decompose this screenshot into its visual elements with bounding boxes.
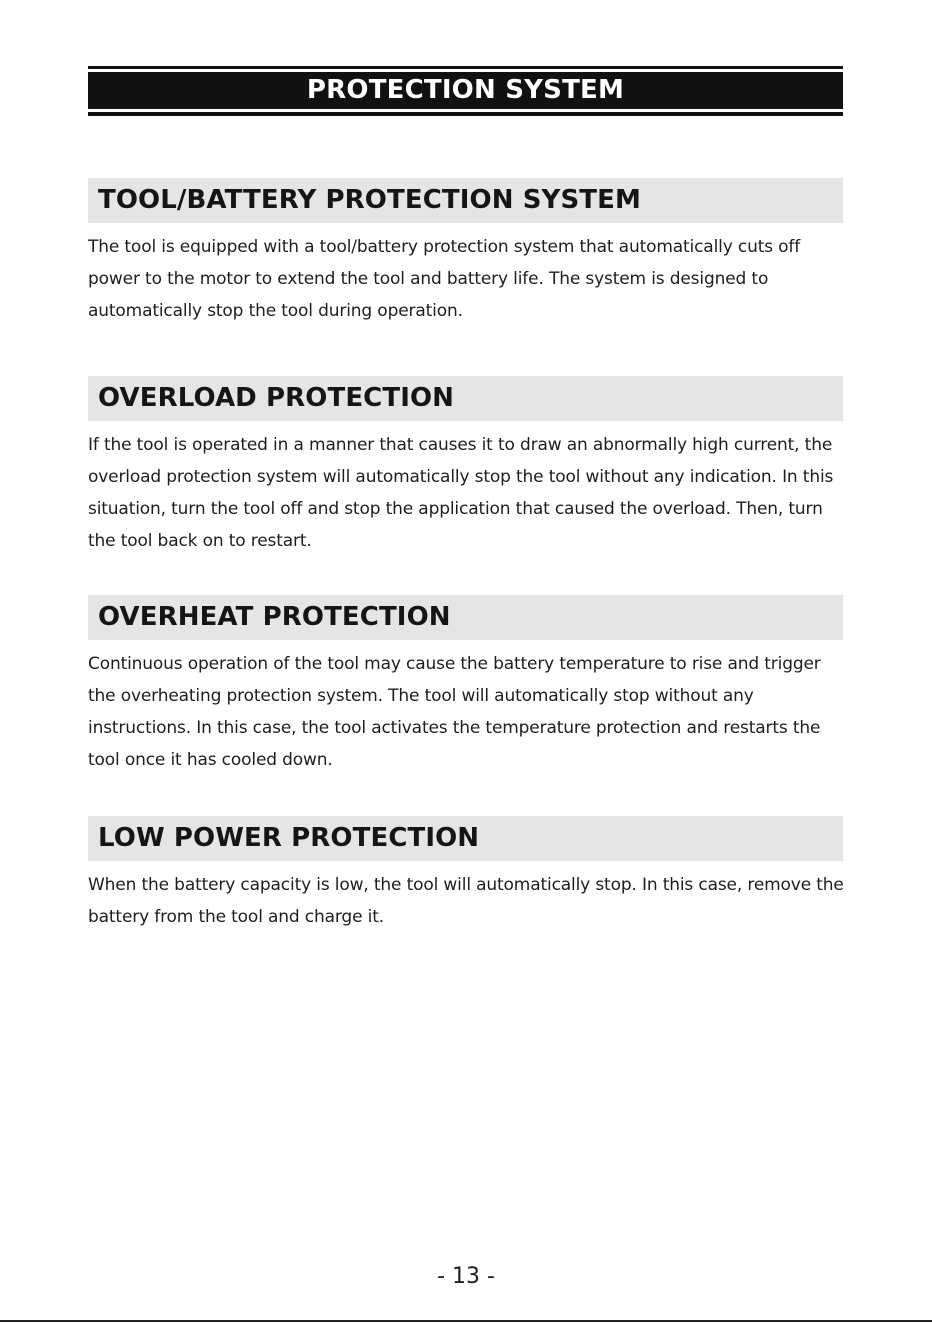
body-line: the overheating protection system. The tool will automatically stop without any	[88, 686, 754, 706]
body-line: Continuous operation of the tool may cause the battery temperature to rise and trigger	[88, 654, 821, 674]
title-banner	[88, 66, 843, 117]
body-line: instructions. In this case, the tool activates the temperature protection and restarts the	[88, 718, 821, 738]
body-line: battery from the tool and charge it.	[88, 907, 384, 927]
title-rule-bottom	[88, 112, 843, 116]
section-heading: TOOL/BATTERY PROTECTION SYSTEM	[88, 178, 843, 223]
page-title: PROTECTION SYSTEM	[88, 72, 843, 109]
body-line: power to the motor to extend the tool and battery life. The system is designed to	[88, 269, 769, 289]
body-line: the tool back on to restart.	[88, 531, 312, 551]
section-body	[88, 869, 843, 933]
section-heading: OVERLOAD PROTECTION	[88, 376, 843, 421]
body-line: When the battery capacity is low, the tool will automatically stop. In this case, remove the	[88, 875, 844, 895]
footer-rule	[0, 1320, 932, 1322]
body-line: tool once it has cooled down.	[88, 750, 333, 770]
section-heading: LOW POWER PROTECTION	[88, 816, 843, 861]
section-body	[88, 429, 843, 557]
section-low-power-protection	[88, 816, 843, 933]
body-line: situation, turn the tool off and stop the application that caused the overload. Then, turn	[88, 499, 823, 519]
body-line: The tool is equipped with a tool/battery protection system that automatically cuts off	[88, 237, 801, 257]
title-rule-top	[88, 66, 843, 69]
section-overload-protection	[88, 376, 843, 557]
section-heading: OVERHEAT PROTECTION	[88, 595, 843, 640]
section-body	[88, 648, 843, 776]
section-tool-battery-protection	[88, 178, 843, 327]
section-overheat-protection	[88, 595, 843, 776]
body-line: If the tool is operated in a manner that causes it to draw an abnormally high current, the	[88, 435, 833, 455]
section-body	[88, 231, 843, 327]
body-line: overload protection system will automatically stop the tool without any indication. In this	[88, 467, 834, 487]
page-number: - 13 -	[437, 1264, 495, 1289]
body-line: automatically stop the tool during operation.	[88, 301, 463, 321]
